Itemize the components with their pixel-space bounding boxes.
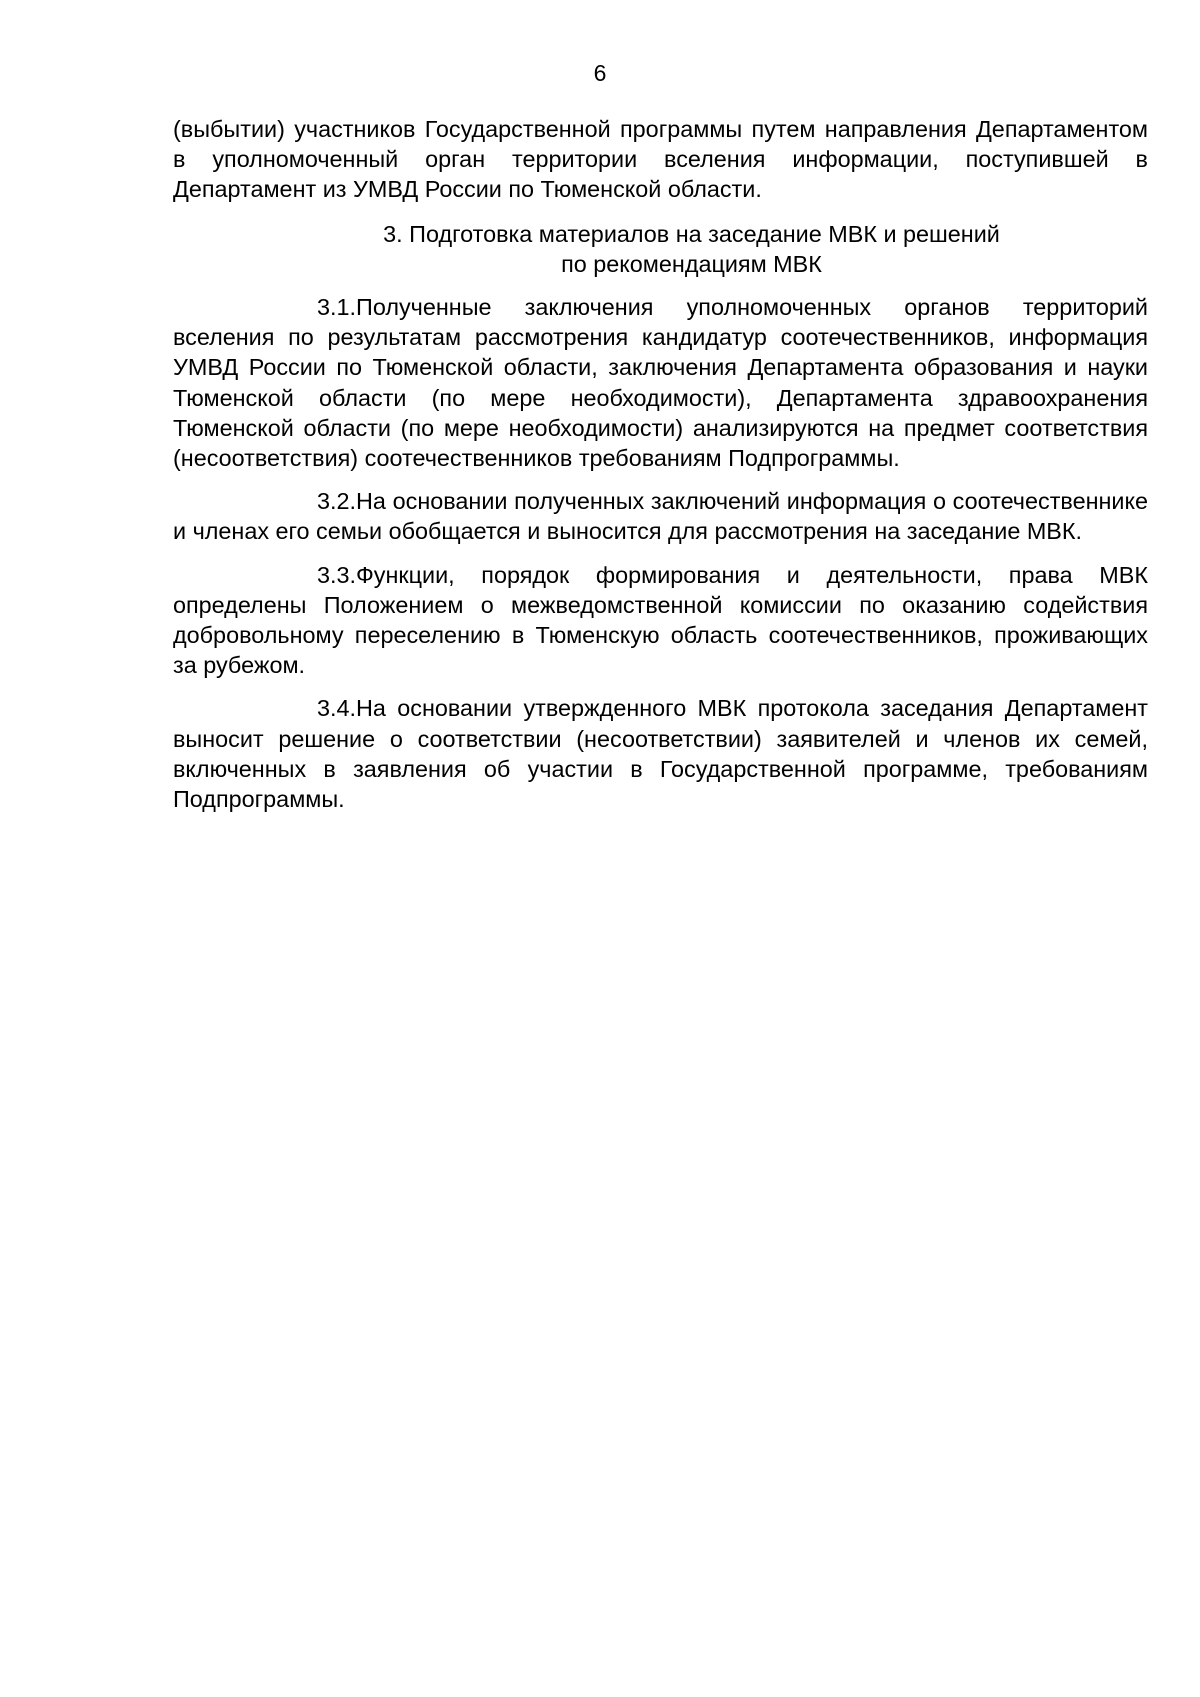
paragraph-text: Функции, порядок формирования и деятельности, права МВК определены Положением о межведомственной комиссии по оказанию содействия добровольному переселению в Тюменскую область соотечественников, проживающих за рубежом. [173,561,1148,679]
paragraph-number: 3.2. [317,488,357,515]
paragraph-number: 3.3. [317,561,357,588]
paragraph-3-3 [173,560,1148,681]
paragraph-number: 3.1. [317,294,357,321]
section-heading-line-1: 3. Подготовка материалов на заседание МВК и решений [383,220,1000,247]
paragraph-text: Полученные заключения уполномоченных органов территорий вселения по результатам рассмотрения кандидатур соотечественников, информация УМВД России по Тюменской области, заключения Департамента образования и науки Тюменской области (по мере необходимости), Департамента здравоохранения Тюменской области (по мере необходимости) анализируются на предмет соответствия (несоответствия) соотечественников требованиям Подпрограммы. [173,294,1148,472]
section-heading [173,219,1148,279]
paragraph-3-2 [173,486,1148,546]
paragraph-text: На основании утвержденного МВК протокола заседания Департамент выносит решение о соответствии (несоответствии) заявителей и членов их семей, включенных в заявления об участии в Государственной программе, требованиям Подпрограммы. [173,695,1148,813]
paragraph-number: 3.4. [317,695,357,722]
intro-paragraph: (выбытии) участников Государственной программы путем направления Департаментом в уполномоченный орган территории вселения информации, поступившей в Департамент из УМВД России по Тюменской области. [173,116,1148,203]
section-heading-line-2: по рекомендациям МВК [561,250,822,277]
page-number: 6 [593,60,607,86]
paragraph-3-4 [173,693,1148,814]
document-body [173,114,1148,814]
paragraph-3-1 [173,292,1148,473]
paragraph-text: На основании полученных заключений информация о соотечественнике и членах его семьи обобщается и выносится для рассмотрения на заседание МВК. [173,488,1148,545]
